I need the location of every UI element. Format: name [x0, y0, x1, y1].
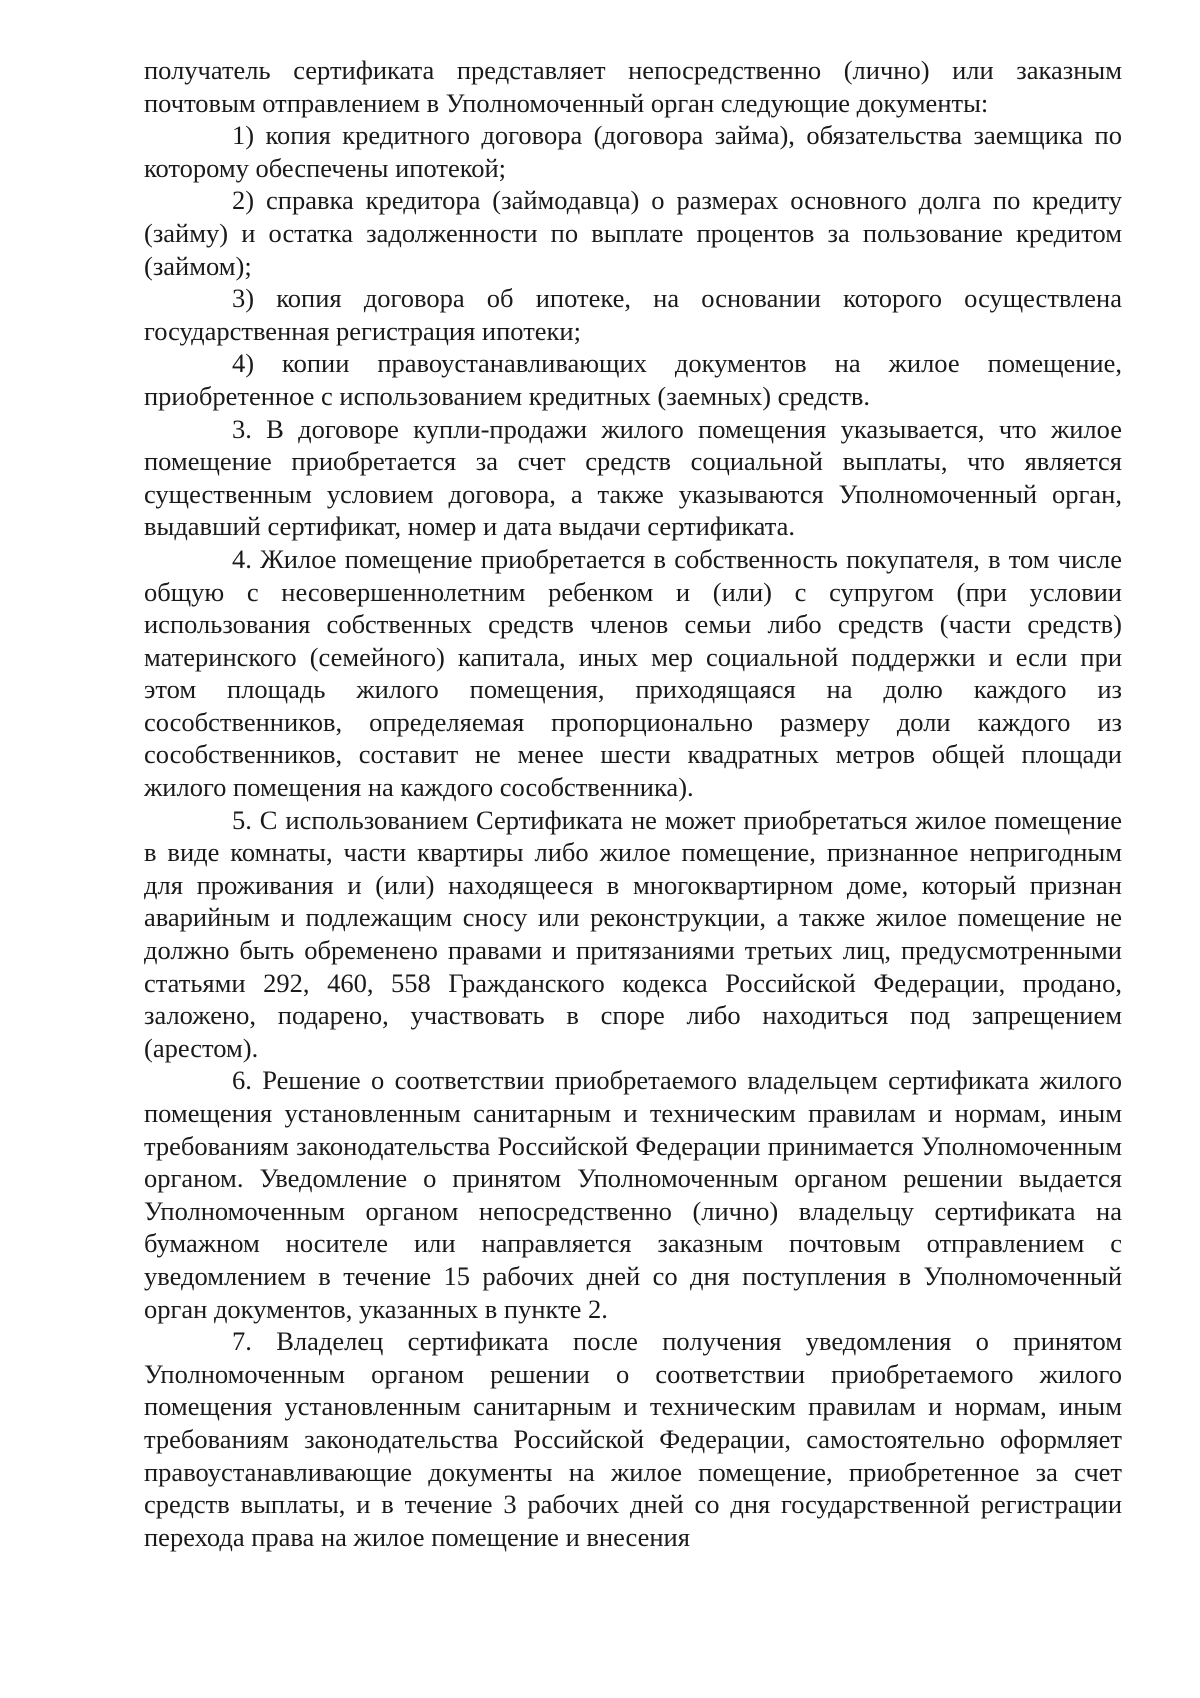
paragraph-intro: получатель сертификата представляет непосредственно (лично) или заказным почтовым отправлением в Уполномоченный орган следующие документы: — [144, 55, 1122, 118]
list-item-1: 1) копия кредитного договора (договора займа), обязательства заемщика по которому обеспечены ипотекой; — [144, 120, 1122, 183]
clause-3: 3. В договоре купли-продажи жилого помещения указывается, что жилое помещение приобретается за счет средств социальной выплаты, что является существенным условием договора, а также указываются Уполномоченный орган, выдавший сертификат, номер и дата выдачи сертификата. — [144, 413, 1122, 542]
list-item-4: 4) копии правоустанавливающих документов на жилое помещение, приобретенное с использованием кредитных (заемных) средств. — [144, 348, 1122, 411]
clause-6: 6. Решение о соответствии приобретаемого владельцем сертификата жилого помещения установленным санитарным и техническим правилам и нормам, иным требованиям законодательства Российской Федерации принимается Уполномоченным органом. Уведомление о принятом Уполномоченным органом решении выдается Уполномоченным органом непосредственно (лично) владельцу сертификата на бумажном носителе или направляется заказным почтовым отправлением с уведомлением в течение 15 рабочих дней со дня поступления в Уполномоченный орган документов, указанных в пункте 2. — [144, 1065, 1122, 1324]
clause-5: 5. С использованием Сертификата не может приобретаться жилое помещение в виде комнаты, части квартиры либо жилое помещение, признанное непригодным для проживания и (или) находящееся в многоквартирном доме, который признан аварийным и подлежащим сносу или реконструкции, а также жилое помещение не должно быть обременено правами и притязаниями третьих лиц, предусмотренными статьями 292, 460, 558 Гражданского кодекса Российской Федерации, продано, заложено, подарено, участвовать в споре либо находиться под запрещением (арестом). — [144, 804, 1122, 1063]
list-item-2: 2) справка кредитора (займодавца) о размерах основного долга по кредиту (займу) и остатка задолженности по выплате процентов за пользование кредитом (займом); — [144, 185, 1122, 281]
document-page — [144, 54, 1122, 1553]
clause-4: 4. Жилое помещение приобретается в собственность покупателя, в том числе общую с несовершеннолетним ребенком и (или) с супругом (при условии использования собственных средств членов семьи либо средств (части средств) материнского (семейного) капитала, иных мер социальной поддержки и если при этом площадь жилого помещения, приходящаяся на долю каждого из сособственников, определяемая пропорционально размеру доли каждого из сособственников, составит не менее шести квадратных метров общей площади жилого помещения на каждого сособственника). — [144, 543, 1122, 803]
list-item-3: 3) копия договора об ипотеке, на основании которого осуществлена государственная регистрация ипотеки; — [144, 283, 1122, 346]
clause-7: 7. Владелец сертификата после получения уведомления о принятом Уполномоченным органом решении о соответствии приобретаемого жилого помещения установленным санитарным и техническим правилам и нормам, иным требованиям законодательства Российской Федерации, самостоятельно оформляет правоустанавливающие документы на жилое помещение, приобретенное за счет средств выплаты, и в течение 3 рабочих дней со дня государственной регистрации перехода права на жилое помещение и внесения — [144, 1326, 1122, 1552]
